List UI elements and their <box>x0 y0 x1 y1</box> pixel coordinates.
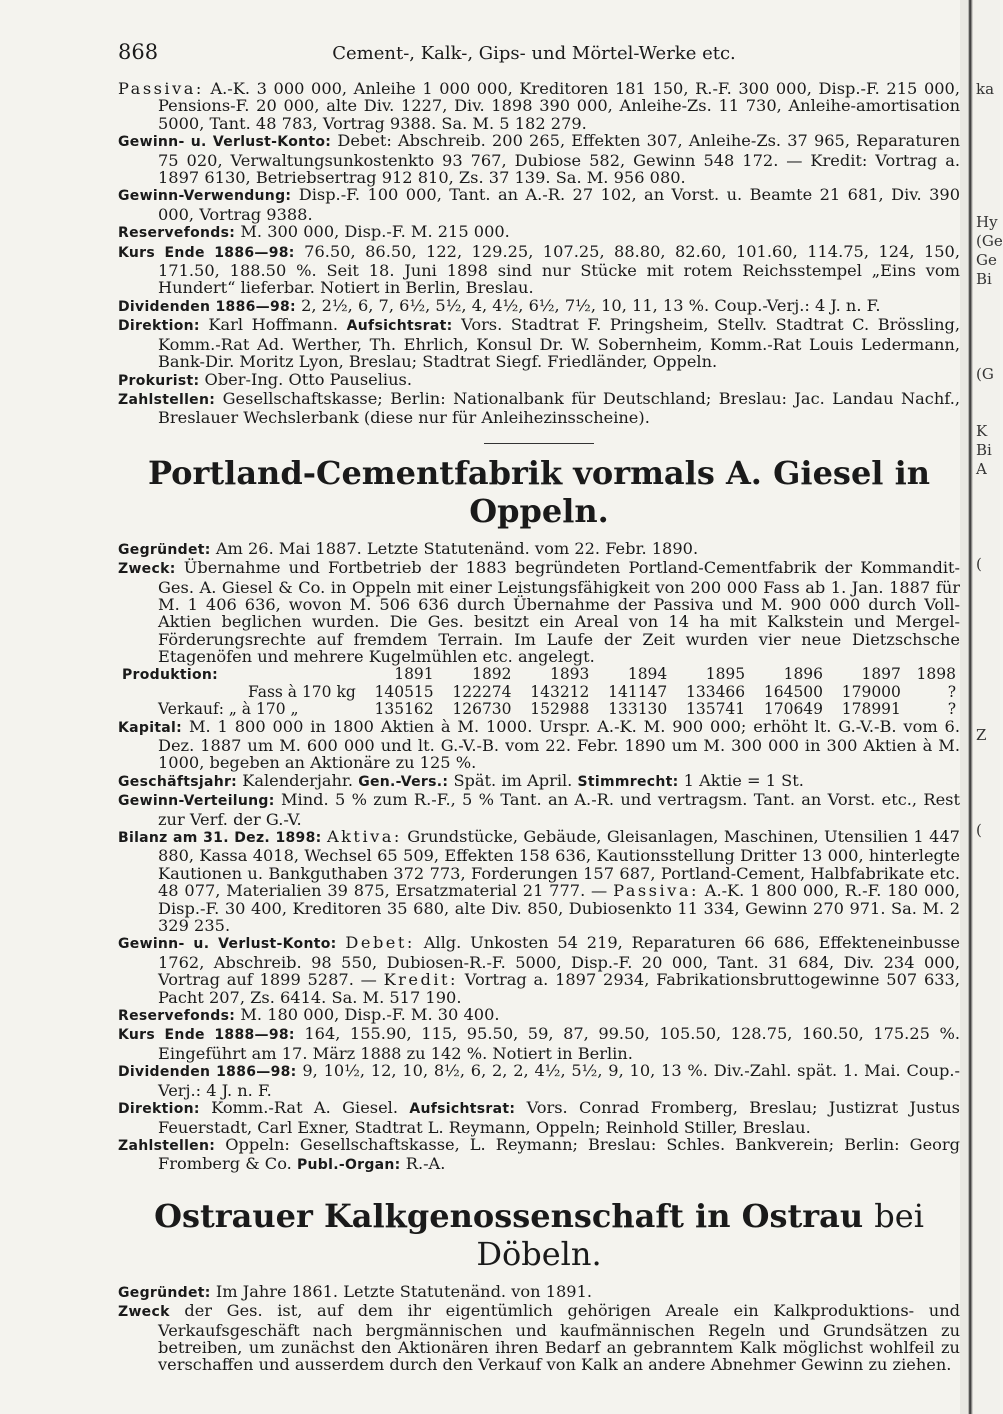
ostrau-zweck <box>118 1302 960 1374</box>
gvt-text: Mind. 5 % zum R.-F., 5 % Tant. an A.-R. und vertragsm. Tant. an Vorst. etc., Rest zur Verf. der G.-V. <box>158 790 960 829</box>
edge-fragment <box>976 612 1000 631</box>
ostrau-gegruendet <box>118 1283 960 1302</box>
ar-label: Aufsichtsrat: <box>409 1101 516 1118</box>
row-label: Fass à 170 kg <box>248 682 356 701</box>
kurs-label: Kurs Ende 1886—98: <box>118 244 295 261</box>
kredit-label: Kredit: <box>383 970 459 990</box>
edge-fragment <box>976 99 1000 118</box>
giesel-kapital <box>118 718 960 772</box>
ostrau-title-main: Ostrauer Kalkgenossenschaft in Ostrau <box>154 1196 864 1235</box>
edge-fragment <box>976 118 1000 137</box>
giesel-reservefonds <box>118 1006 960 1025</box>
edge-fragment: Ge <box>976 251 997 269</box>
giesel-direktion <box>118 1099 960 1136</box>
kurs-text: 76.50, 86.50, 122, 129.25, 107.25, 88.80, 82.60, 101.60, 114.75, 124, 150, 171.50, 188.50 %. Seit 18. Juni 1898 sind nur Stücke mit rotem Reichsstempel „Eins vom Hundert“ lieferbar. Notiert in Berlin, Breslau. <box>158 241 960 298</box>
publ-label: Publ.-Organ: <box>296 1157 401 1174</box>
gegr-label: Gegründet: <box>118 541 211 558</box>
giesel-zahlstellen <box>118 1136 960 1175</box>
edge-fragment: (Ge <box>976 232 1003 250</box>
edge-fragment: A <box>976 460 987 478</box>
dir-text: Komm.-Rat A. Giesel. <box>211 1098 399 1118</box>
guv-text: Debet: Abschreib. 200 265, Effekten 307, Anleihe-Zs. 37 965, Reparaturen 75 020, Verwaltungsunkostenkto 93 767, Dubiose 582, Gewinn 548 172. — Kredit: Vortrag a. 1897 6130, Betriebsertrag 912 810, Zs. 37 139. Sa. M. 956 080. <box>158 131 960 188</box>
edge-fragment <box>976 593 1000 612</box>
edge-fragment <box>976 840 1000 859</box>
edge-fragment: (G <box>976 365 994 383</box>
edge-fragment <box>976 498 1000 517</box>
giesel-gewinn-verteilung <box>118 791 960 828</box>
entry-title-giesel: Portland-Cementfabrik vormals A. Giesel in Oppeln. <box>147 453 931 530</box>
year-cell: 1892 <box>472 665 512 684</box>
edge-fragment <box>976 156 1000 175</box>
page-number: 868 <box>118 40 159 64</box>
zs-label: Zahlstellen: <box>118 1137 216 1154</box>
ar-label: Aufsichtsrat: <box>346 318 453 335</box>
edge-fragment <box>976 308 1000 327</box>
production-row-fass <box>118 684 960 701</box>
stimm-text: 1 Aktie = 1 St. <box>683 770 804 790</box>
rf-label: Reservefonds: <box>118 1008 236 1025</box>
giesel-kurs <box>118 1025 960 1062</box>
running-title: Cement-, Kalk-, Gips- und Mörtel-Werke etc. <box>332 43 736 64</box>
publ-text: R.-A. <box>405 1154 446 1174</box>
value-cell: 135162 <box>374 699 434 718</box>
year-cell: 1893 <box>549 665 590 684</box>
edge-fragment <box>976 517 1000 536</box>
value-cell: 133130 <box>608 699 668 718</box>
value-cell: 122274 <box>452 682 512 701</box>
zs-label: Zahlstellen: <box>118 391 216 408</box>
giesel-gegruendet <box>118 540 960 559</box>
guv-label: Gewinn- u. Verlust-Konto: <box>118 936 337 953</box>
prev-reservefonds <box>118 223 960 242</box>
ar-text: Vors. Stadtrat F. Pringsheim, Stellv. Stadtrat C. Brössling, Komm.-Rat Ad. Werther, Th. Ehrlich, Konsul Dr. W. Sobernheim, Komm.-Rat Louis Ledermann, Bank-Dir. Moritz Lyon, Breslau; Stadtrat Siegf. Friedländer, Oppeln. <box>158 315 961 372</box>
gvt-label: Gewinn-Verteilung: <box>118 793 275 810</box>
div-label: Dividenden 1886—98: <box>118 298 296 315</box>
kap-text: M. 1 800 000 in 1800 Aktien à M. 1000. Urspr. A.-K. M. 900 000; erhöht lt. G.-V.-B. vom 6. Dez. 1887 um M. 600 000 und lt. G.-V.-B. vom 22. Febr. 1890 um M. 300 000 in 300 Aktien à M. 1000, begeben an Aktionäre zu 125 %. <box>158 716 960 773</box>
edge-fragment <box>976 878 1000 897</box>
prev-direktion <box>118 316 960 370</box>
edge-fragment: ( <box>976 821 982 839</box>
stimm-label: Stimmrecht: <box>577 773 679 790</box>
year-cell: 1895 <box>705 665 746 684</box>
edge-fragment <box>976 384 1000 403</box>
bil-text-aktiva: Grundstücke, Gebäude, Gleisanlagen, Maschinen, Utensilien 1 447 880, Kassa 4018, Wechsel 65 509, Effekten 158 636, Kautionsstellung Dritter 13 000, hinterlegte Kautionen u. Bankguthaben 372 773, Forderungen 157 687, Portland-Cement, Halbfabrikate etc. 48 077, Materialien 39 875, Ersatzmaterial 21 777. — <box>158 827 960 901</box>
edge-fragment <box>976 650 1000 669</box>
bil-text-passiva: A.-K. 1 800 000, R.-F. 180 000, Disp.-F. 30 400, Kreditoren 35 680, alte Div. 850, Dubiosenkto 11 334, Gewinn 270 971. Sa. M. 2 329 235. <box>158 881 961 936</box>
prod-label: Produktion: <box>122 666 219 683</box>
edge-fragment <box>976 783 1000 802</box>
adjacent-page-fragments <box>976 80 1003 935</box>
zweck-text: Übernahme und Fortbetrieb der 1883 begründeten Portland-Cementfabrik der Kommandit-Ges. A. Giesel & Co. in Oppeln mit einer Leistungsfähigkeit von 200 000 Fass ab 1. Jan. 1887 für M. 1 406 636, wovon M. 506 636 durch Übernahme der Passiva und M. 900 000 durch Voll-Aktien beglichen wurden. Die Ges. besitzt ein Areal von 14 ha mit Kalkstein und Mergel-Förderungsrechte auf fremdem Terrain. Im Laufe der Zeit wurden vier neue Dietzschsche Etagenöfen und mehrere Kugelmühlen etc. angelegt. <box>158 558 960 667</box>
edge-fragment <box>976 707 1000 726</box>
edge-fragment <box>976 764 1000 783</box>
genv-text: Spät. im April. <box>453 770 573 790</box>
ostrau-title-suffix: bei Döbeln. <box>476 1196 924 1273</box>
passiva-label: Passiva: <box>118 79 204 98</box>
prev-dividenden <box>118 297 960 316</box>
prev-guv <box>118 132 960 186</box>
year-cell: 1897 <box>861 665 901 684</box>
entry-title-ostrau <box>118 1197 960 1273</box>
giesel-dividenden <box>118 1062 960 1099</box>
div-text: 9, 10½, 12, 10, 8½, 6, 2, 2, 4½, 5½, 9, 10, 13 %. Div.-Zahl. spät. 1. Mai. Coup.-Verj.: 4 J. n. F. <box>158 1061 961 1100</box>
zs-text: Oppeln: Gesellschaftskasse, L. Reymann; Breslau: Schles. Bankverein; Berlin: Georg Fromberg & Co. <box>158 1134 960 1174</box>
gj-text: Kalenderjahr. <box>242 770 354 790</box>
value-cell: 179000 <box>841 682 901 701</box>
edge-fragment <box>976 137 1000 156</box>
edge-fragment: ( <box>976 555 982 573</box>
debet-label: Debet: <box>345 933 415 953</box>
value-cell: 140515 <box>374 682 434 701</box>
edge-fragment <box>976 327 1000 346</box>
edge-fragment <box>976 574 1000 593</box>
div-text: 2, 2½, 6, 7, 6½, 5½, 4, 4½, 6½, 7½, 10, 11, 13 %. Coup.-Verj.: 4 J. n. F. <box>301 295 881 315</box>
value-cell: 126730 <box>452 699 512 718</box>
zweck-text: der Ges. ist, auf dem ihr eigentümlich gehörigen Areale ein Kalkproduktions- und Verkaufsgeschäft nach bergmännischen und kaufmännischen Regeln und Grundsätzen zu betreiben, um zunächst den Aktionären ihren Bedarf an gebranntem Kalk möglichst wohlfeil zu verschaffen und ausserdem durch den Verkauf von Kalk an andere Abnehmer Gewinn zu ziehen. <box>158 1301 960 1375</box>
gv-label: Gewinn-Verwendung: <box>118 188 292 205</box>
edge-fragment <box>976 897 1000 916</box>
kap-label: Kapital: <box>118 719 183 736</box>
dir-label: Direktion: <box>118 1101 200 1118</box>
edge-fragment <box>976 802 1000 821</box>
page-content <box>118 40 960 1374</box>
value-cell: ? <box>947 699 956 718</box>
value-cell: 164500 <box>763 682 824 701</box>
prok-label: Prokurist: <box>118 372 200 389</box>
value-cell: 141147 <box>608 682 668 701</box>
page-header <box>118 40 960 80</box>
value-cell: 170649 <box>763 699 824 718</box>
edge-fragment <box>976 745 1000 764</box>
edge-fragment <box>976 194 1000 213</box>
dir-label: Direktion: <box>118 318 200 335</box>
edge-fragment <box>976 346 1000 365</box>
prev-prokurist <box>118 371 960 390</box>
edge-fragment: Bi <box>976 441 992 459</box>
ar-text: Vors. Conrad Fromberg, Breslau; Justizrat Justus Feuerstadt, Carl Exner, Stadtrat L. Reymann, Oppeln; Reinhold Stiller, Breslau. <box>158 1098 960 1137</box>
year-cell: 1891 <box>394 665 434 684</box>
passiva-label: Passiva: <box>613 881 699 901</box>
gv-text: Disp.-F. 100 000, Tant. an A.-R. 27 102, an Vorst. u. Beamte 21 681, Div. 390 000, Vortrag 9388. <box>158 185 960 224</box>
value-cell: 133466 <box>685 682 746 701</box>
gegr-text: Im Jahre 1861. Letzte Statutenänd. von 1891. <box>215 1281 593 1301</box>
row-label: Verkauf: „ à 170 „ <box>158 699 299 718</box>
edge-fragment <box>976 403 1000 422</box>
prev-passiva <box>118 80 960 132</box>
zweck-label: Zweck: <box>118 561 176 578</box>
value-cell: 152988 <box>530 699 590 718</box>
edge-fragment: ka <box>976 80 995 98</box>
year-cell: 1894 <box>627 665 668 684</box>
edge-fragment <box>976 688 1000 707</box>
passiva-text: A.-K. 3 000 000, Anleihe 1 000 000, Kreditoren 181 150, R.-F. 300 000, Disp.-F. 215 000, Pensions-F. 20 000, alte Div. 1227, Div. 1898 390 000, Anleihe-Zs. 11 730, Anleihe-amortisation 5000, Tant. 48 783, Vortrag 9388. Sa. M. 5 182 279. <box>158 79 960 133</box>
guv-text-kredit: Vortrag a. 1897 2934, Fabrikationsbruttogewinne 507 633, Pacht 207, Zs. 6414. Sa. M. 517 190. <box>158 970 960 1007</box>
rf-label: Reservefonds: <box>118 225 236 242</box>
genv-label: Gen.-Vers.: <box>358 773 449 790</box>
edge-fragment <box>976 859 1000 878</box>
value-cell: 135741 <box>685 699 746 718</box>
guv-label: Gewinn- u. Verlust-Konto: <box>118 134 332 151</box>
aktiva-label: Aktiva: <box>326 827 402 846</box>
gj-label: Geschäftsjahr: <box>118 773 238 790</box>
zweck-label: Zweck <box>118 1304 170 1321</box>
gegr-text: Am 26. Mai 1887. Letzte Statutenänd. vom 22. Febr. 1890. <box>215 538 699 558</box>
prev-gewinn-verwendung <box>118 186 960 223</box>
edge-fragment <box>976 631 1000 650</box>
giesel-guv <box>118 934 960 1006</box>
guv-text-debet: Allg. Unkosten 54 219, Reparaturen 66 686, Effekteneinbusse 1762, Abschreib. 98 550, Dubiosen-R.-F. 5000, Disp.-F. 20 000, Tant. 31 684, Div. 234 000, Vortrag auf 1899 5287. — <box>158 933 961 990</box>
giesel-bilanz <box>118 828 960 934</box>
giesel-zweck <box>118 559 960 665</box>
edge-fragment <box>976 536 1000 555</box>
production-table <box>118 666 960 718</box>
giesel-geschaeftsjahr <box>118 772 960 791</box>
edge-fragment: Bi <box>976 270 992 288</box>
prok-text: Ober-Ing. Otto Pauselius. <box>204 369 412 389</box>
year-cell: 1896 <box>783 665 824 684</box>
adjacent-page-edge <box>960 0 1003 1414</box>
production-row-verkauf <box>118 701 960 718</box>
bil-label: Bilanz am 31. Dez. 1898: <box>118 830 322 846</box>
rf-text: M. 300 000, Disp.-F. M. 215 000. <box>240 222 510 242</box>
zs-text: Gesellschaftskasse; Berlin: Nationalbank für Deutschland; Breslau: Jac. Landau Nachf., Breslauer Wechslerbank (diese nur für Anleihezinsscheine). <box>158 388 960 428</box>
section-divider <box>484 443 594 444</box>
div-label: Dividenden 1886—98: <box>118 1064 297 1081</box>
production-header-row <box>118 666 960 684</box>
kurs-label: Kurs Ende 1888—98: <box>118 1027 295 1044</box>
value-cell: 143212 <box>530 682 590 701</box>
edge-fragment <box>976 669 1000 688</box>
year-cell: 1898 <box>916 665 956 684</box>
edge-fragment: K <box>976 422 988 440</box>
edge-fragment: Z <box>976 726 987 744</box>
value-cell: ? <box>947 682 956 701</box>
gegr-label: Gegründet: <box>118 1284 211 1301</box>
edge-fragment <box>976 289 1000 308</box>
dir-text: Karl Hoffmann. <box>208 315 339 335</box>
rf-text: M. 180 000, Disp.-F. M. 30 400. <box>240 1005 500 1025</box>
edge-fragment <box>976 479 1000 498</box>
edge-fragment: Hy <box>976 213 998 231</box>
prev-kurs <box>118 243 960 297</box>
prev-zahlstellen <box>118 390 960 427</box>
kurs-text: 164, 155.90, 115, 95.50, 59, 87, 99.50, 105.50, 128.75, 160.50, 175.25 %. Eingeführt am 17. März 1888 zu 142 %. Notiert in Berlin. <box>158 1024 960 1063</box>
edge-fragment <box>976 916 1000 935</box>
value-cell: 178991 <box>841 699 901 718</box>
edge-fragment <box>976 175 1000 194</box>
